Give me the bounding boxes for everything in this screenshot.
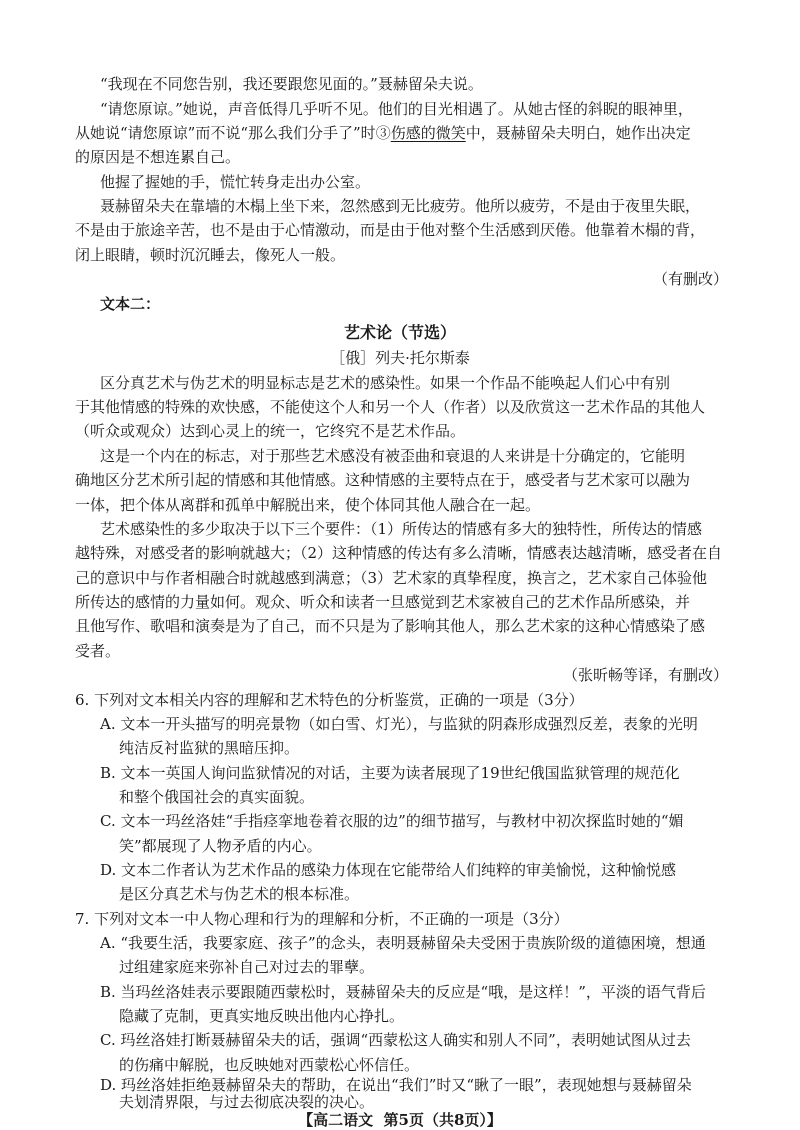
q6-option-a: A. 文本一开头描写的明亮景物（如白雪、灯光），与监狱的阴森形成强烈反差，表象的光明 [100,715,698,733]
paragraph-line: 区分真艺术与伪艺术的明显标志是艺术的感染性。如果一个作品不能唤起人们心中有别 [100,374,671,392]
footer-subject: 高二语文 [313,1111,374,1129]
paragraph-line: 聂赫留朵夫在靠墙的木榻上坐下来，忽然感到无比疲劳。他所以疲劳，不是由于夜里失眠， [100,197,701,215]
paragraph-line [75,123,691,143]
q7-option-b-cont: 隐藏了克制，更真实地反映出他内心挣扎。 [119,1007,405,1025]
paragraph-line: 这是一个内在的标志，对于那些艺术感没有被歪曲和衰退的人来讲是十分确定的，它能明 [100,447,686,465]
q7-option-b: B. 当玛丝洛娃表示要跟随西蒙松时，聂赫留朵夫的反应是“哦，是这样！”，平淡的语气背后 [100,983,706,1001]
q7-option-c-cont: 的伤痛中解脱，也反映她对西蒙松心怀信任。 [119,1056,420,1074]
q6-option-d: D. 文本二作者认为艺术作品的感染力体现在它能带给人们纯粹的审美愉悦，这种愉悦感 [100,861,677,879]
q6-option-d-cont: 是区分真艺术与伪艺术的根本标准。 [119,885,360,903]
paragraph-line: 受者。 [75,642,121,660]
question-7-stem: 7. 下列对文本一中人物心理和行为的理解和分析，不正确的一项是（3分） [75,910,569,928]
paragraph-line: 越特殊，对感受者的影响就越大；（2）这种情感的传达有多么清晰，情感表达越清晰，感受者在自 [75,544,723,562]
paragraph-line: 他握了握她的手，慌忙转身走出办公室。 [100,173,371,191]
footer-bracket-open: 【 [298,1111,314,1129]
q7-option-d-cont: 夫划清界限，与过去彻底决裂的决心。 [119,1093,375,1111]
paragraph-line: 且他写作、歌唱和演奏是为了自己，而不只是为了影响其他人，那么艺术家的这种心情感染了感 [75,617,706,635]
source-note: （张昕畅等译，有删改） [562,666,728,684]
q7-option-a-cont: 过组建家庭来弥补自己对过去的罪孽。 [119,958,375,976]
underlined-phrase: 伤感的微笑 [390,124,466,142]
section-label: 文本二： [100,295,161,313]
article-author: ［俄］列夫·托尔斯泰 [330,349,470,367]
q7-option-c: C. 玛丝洛娃打断聂赫留朵夫的话，强调“西蒙松这人确实和别人不同”，表明她试图从过去 [100,1031,691,1049]
paragraph-text: 中，聂赫留朵夫明白，她作出决定 [465,124,691,142]
paragraph-line: 己的意识中与作者相融合时就越感到满意；（3）艺术家的真挚程度，换言之，艺术家自己体验他 [75,569,708,587]
source-note: （有删改） [652,270,728,288]
q6-option-c-cont: 笑”都展现了人物矛盾的内心。 [119,837,322,855]
q6-option-b-cont: 和整个俄国社会的真实面貌。 [119,788,315,806]
q6-option-a-cont: 纯洁反衬监狱的黑暗压抑。 [119,739,300,757]
paragraph-line: 于其他情感的特殊的欢快感，不能使这个人和另一个人（作者）以及欣赏这一艺术作品的其他人 [75,398,706,416]
footer-bracket-close: 】 [486,1111,502,1129]
paragraph-line: 一体，把个体从离群和孤单中解脱出来，使个体同其他人融合在一起。 [75,496,541,514]
paragraph-line: “我现在不同您告别，我还要跟您见面的。”聂赫留朵夫说。 [100,75,483,93]
paragraph-line: 不是由于旅途辛苦，也不是由于心情激动，而是由于他对整个生活感到厌倦。他靠着木榻的背， [75,221,706,239]
paragraph-text: 从她说“请您原谅”而不说“那么我们分手了”时 [75,124,376,142]
q7-option-d: D. 玛丝洛娃拒绝聂赫留朵夫的帮助，在说出“我们”时又“瞅了一眼”，表现她想与聂赫留朵 [100,1076,692,1094]
page-footer [0,1110,800,1130]
paragraph-line: 的原因是不想连累自己。 [75,148,241,166]
q6-option-b: B. 文本一英国人询问监狱情况的对话，主要为读者展现了19世纪俄国监狱管理的规范化 [100,764,680,782]
question-6-stem: 6. 下列对文本相关内容的理解和艺术特色的分析鉴赏，正确的一项是（3分） [75,691,584,709]
paragraph-line: 确地区分艺术所引起的情感和其他情感。这种情感的主要特点在于，感受者与艺术家可以融为 [75,471,691,489]
q7-option-a: A. “我要生活，我要家庭、孩子”的念头，表明聂赫留朵夫受困于贵族阶级的道德困境，想通 [100,934,706,952]
q6-option-c: C. 文本一玛丝洛娃“手指痉挛地卷着衣服的边”的细节描写，与教材中初次探监时她的“媚 [100,812,684,830]
paragraph-line: （听众或观众）达到心灵上的统一，它终究不是艺术作品。 [75,422,466,440]
article-title: 艺术论（节选） [343,323,456,342]
paragraph-line: 闭上眼睛，顿时沉沉睡去，像死人一般。 [75,246,346,264]
paragraph-line: “请您原谅。”她说，声音低得几乎听不见。他们的目光相遇了。从她古怪的斜睨的眼神里， [100,100,693,118]
annotation-marker: ③ [375,124,391,142]
paragraph-line: 艺术感染性的多少取决于以下三个要件：（1）所传达的情感有多大的独特性，所传达的情感 [100,520,703,538]
footer-page-number: 第5页（共8页） [383,1111,487,1129]
paragraph-line: 所传达的感情的力量如何。观众、听众和读者一旦感觉到艺术家被自己的艺术作品所感染，并 [75,593,691,611]
